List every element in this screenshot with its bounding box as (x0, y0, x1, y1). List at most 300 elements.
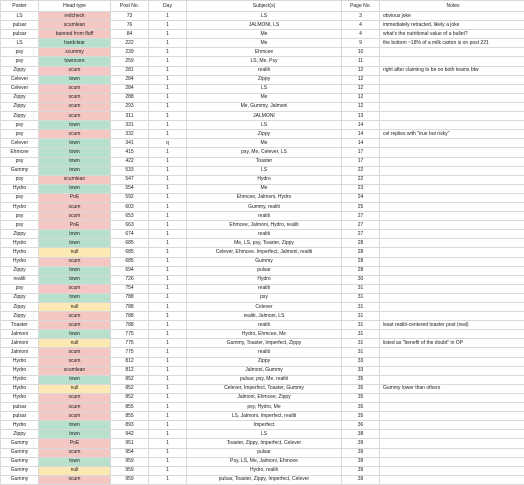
cell-subjects[interactable]: Gummy, Toaster, Imperfect, Zippy (187, 339, 342, 348)
cell-notes[interactable]: the bottom ~18% of a milk carton is on post 221 (380, 39, 524, 48)
cell-post-no[interactable]: 533 (111, 166, 149, 175)
cell-head-type[interactable]: town (39, 148, 111, 157)
cell-notes[interactable] (380, 293, 524, 302)
cell-page-no[interactable]: 4 (342, 30, 380, 39)
cell-page-no[interactable]: 30 (342, 275, 380, 284)
cell-head-type[interactable]: town (39, 157, 111, 166)
cell-head-type[interactable]: town (39, 293, 111, 302)
cell-subjects[interactable]: realiti (187, 212, 342, 221)
cell-subjects[interactable]: pulsar (187, 448, 342, 457)
cell-head-type[interactable]: town (39, 430, 111, 439)
cell-head-type[interactable]: town (39, 421, 111, 430)
cell-notes[interactable] (380, 102, 524, 111)
cell-head-type[interactable]: scum (39, 112, 111, 121)
cell-page-no[interactable]: 38 (342, 430, 380, 439)
cell-head-type[interactable]: scum (39, 257, 111, 266)
cell-day[interactable]: 1 (149, 330, 187, 339)
cell-subjects[interactable]: LS (187, 430, 342, 439)
cell-day[interactable]: 1 (149, 21, 187, 30)
cell-page-no[interactable]: 4 (342, 21, 380, 30)
cell-subjects[interactable]: Me (187, 30, 342, 39)
cell-page-no[interactable]: 14 (342, 130, 380, 139)
cell-subjects[interactable]: Toaster, Zippy, Imperfect, Celever (187, 439, 342, 448)
cell-head-type[interactable]: PoE (39, 221, 111, 230)
cell-post-no[interactable]: 852 (111, 393, 149, 402)
cell-poster[interactable]: Zippy (1, 66, 39, 75)
cell-poster[interactable]: Zippy (1, 93, 39, 102)
cell-poster[interactable]: pulsar (1, 21, 39, 30)
cell-day[interactable]: 1 (149, 193, 187, 202)
cell-poster[interactable]: Jalmoni (1, 348, 39, 357)
cell-post-no[interactable]: 959 (111, 475, 149, 484)
cell-day[interactable]: 1 (149, 384, 187, 393)
cell-notes[interactable] (380, 257, 524, 266)
cell-day[interactable]: 1 (149, 339, 187, 348)
cell-page-no[interactable]: 31 (342, 303, 380, 312)
cell-post-no[interactable]: 293 (111, 102, 149, 111)
cell-head-type[interactable]: towncore (39, 57, 111, 66)
cell-subjects[interactable]: Zippy (187, 130, 342, 139)
cell-post-no[interactable]: 422 (111, 157, 149, 166)
cell-poster[interactable]: pulsar (1, 403, 39, 412)
cell-notes[interactable]: Gummy lower than others (380, 384, 524, 393)
cell-day[interactable]: 1 (149, 393, 187, 402)
cell-poster[interactable]: Jalmoni (1, 339, 39, 348)
cell-page-no[interactable]: 31 (342, 293, 380, 302)
cell-post-no[interactable]: 685 (111, 257, 149, 266)
cell-notes[interactable] (380, 330, 524, 339)
cell-notes[interactable] (380, 393, 524, 402)
cell-day[interactable]: 1 (149, 230, 187, 239)
cell-notes[interactable]: least realiti-centered toaster post (real) (380, 321, 524, 330)
cell-head-type[interactable]: redcheck (39, 12, 111, 21)
cell-page-no[interactable]: 12 (342, 102, 380, 111)
cell-poster[interactable]: Gummy (1, 475, 39, 484)
cell-day[interactable]: 1 (149, 430, 187, 439)
cell-page-no[interactable]: 22 (342, 166, 380, 175)
cell-subjects[interactable]: LS (187, 166, 342, 175)
cell-page-no[interactable]: 31 (342, 348, 380, 357)
cell-head-type[interactable]: scum (39, 102, 111, 111)
cell-head-type[interactable]: scum (39, 357, 111, 366)
cell-post-no[interactable]: 281 (111, 66, 149, 75)
cell-poster[interactable]: Zippy (1, 266, 39, 275)
cell-poster[interactable]: Gummy (1, 448, 39, 457)
cell-day[interactable]: 1 (149, 221, 187, 230)
cell-head-type[interactable]: scum (39, 393, 111, 402)
cell-notes[interactable] (380, 357, 524, 366)
cell-notes[interactable] (380, 93, 524, 102)
cell-subjects[interactable]: LS (187, 12, 342, 21)
cell-page-no[interactable]: 39 (342, 457, 380, 466)
cell-poster[interactable]: Hydro (1, 366, 39, 375)
cell-poster[interactable]: psy (1, 193, 39, 202)
header-page-no[interactable]: Page No. (342, 1, 380, 12)
cell-day[interactable]: 1 (149, 275, 187, 284)
cell-day[interactable]: 1 (149, 366, 187, 375)
cell-head-type[interactable]: scum (39, 312, 111, 321)
cell-head-type[interactable]: scum (39, 403, 111, 412)
cell-subjects[interactable]: Zippy (187, 75, 342, 84)
cell-head-type[interactable]: town (39, 139, 111, 148)
cell-notes[interactable] (380, 184, 524, 193)
cell-head-type[interactable]: scum (39, 84, 111, 93)
cell-poster[interactable]: psy (1, 157, 39, 166)
cell-page-no[interactable]: 12 (342, 75, 380, 84)
cell-head-type[interactable]: null (39, 303, 111, 312)
cell-day[interactable]: 1 (149, 48, 187, 57)
cell-notes[interactable] (380, 448, 524, 457)
cell-poster[interactable]: LS (1, 12, 39, 21)
cell-day[interactable]: 1 (149, 457, 187, 466)
cell-day[interactable]: 1 (149, 202, 187, 211)
cell-subjects[interactable]: Me (187, 184, 342, 193)
cell-page-no[interactable]: 11 (342, 57, 380, 66)
cell-notes[interactable] (380, 166, 524, 175)
cell-page-no[interactable]: 28 (342, 248, 380, 257)
cell-poster[interactable]: Ehmcee (1, 148, 39, 157)
cell-page-no[interactable]: 39 (342, 439, 380, 448)
cell-day[interactable]: 1 (149, 102, 187, 111)
cell-subjects[interactable]: realiti (187, 230, 342, 239)
cell-day[interactable]: 1 (149, 284, 187, 293)
cell-page-no[interactable]: 10 (342, 48, 380, 57)
cell-page-no[interactable]: 3 (342, 12, 380, 21)
cell-head-type[interactable]: scum (39, 212, 111, 221)
cell-subjects[interactable]: Me (187, 139, 342, 148)
cell-head-type[interactable]: scum (39, 202, 111, 211)
cell-subjects[interactable]: Jalmoni, Gummy (187, 366, 342, 375)
header-post-no[interactable]: Post No. (111, 1, 149, 12)
cell-page-no[interactable]: 28 (342, 239, 380, 248)
cell-day[interactable]: 1 (149, 175, 187, 184)
cell-poster[interactable]: Gummy (1, 439, 39, 448)
cell-head-type[interactable]: town (39, 266, 111, 275)
cell-day[interactable]: 1 (149, 448, 187, 457)
cell-poster[interactable]: Hydro (1, 375, 39, 384)
cell-notes[interactable] (380, 421, 524, 430)
cell-head-type[interactable]: town (39, 230, 111, 239)
cell-poster[interactable]: Hydro (1, 384, 39, 393)
cell-poster[interactable]: Celever (1, 84, 39, 93)
cell-post-no[interactable]: 754 (111, 284, 149, 293)
cell-poster[interactable]: psy (1, 57, 39, 66)
cell-subjects[interactable]: Ehmcee, Jalmoni, Hydro (187, 193, 342, 202)
cell-page-no[interactable]: 31 (342, 284, 380, 293)
cell-day[interactable]: 1 (149, 321, 187, 330)
cell-poster[interactable]: psy (1, 212, 39, 221)
cell-day[interactable]: 1 (149, 357, 187, 366)
cell-notes[interactable] (380, 84, 524, 93)
cell-head-type[interactable]: town (39, 239, 111, 248)
cell-notes[interactable] (380, 175, 524, 184)
cell-head-type[interactable]: scum (39, 284, 111, 293)
cell-head-type[interactable]: banned from fluff (39, 30, 111, 39)
cell-page-no[interactable]: 23 (342, 184, 380, 193)
cell-notes[interactable] (380, 221, 524, 230)
cell-poster[interactable]: Zippy (1, 102, 39, 111)
cell-post-no[interactable]: 592 (111, 193, 149, 202)
cell-notes[interactable] (380, 230, 524, 239)
cell-day[interactable]: 1 (149, 412, 187, 421)
cell-notes[interactable]: immediately retracted, likely a joke (380, 21, 524, 30)
cell-day[interactable]: 1 (149, 466, 187, 475)
cell-subjects[interactable]: Me (187, 93, 342, 102)
cell-post-no[interactable]: 812 (111, 366, 149, 375)
cell-subjects[interactable]: pulsar, Toaster, Zippy, Imperfect, Celever (187, 475, 342, 484)
cell-post-no[interactable]: 951 (111, 439, 149, 448)
cell-post-no[interactable]: 603 (111, 202, 149, 211)
cell-page-no[interactable]: 35 (342, 412, 380, 421)
cell-page-no[interactable]: 12 (342, 66, 380, 75)
cell-head-type[interactable]: town (39, 121, 111, 130)
cell-notes[interactable] (380, 375, 524, 384)
cell-post-no[interactable]: 694 (111, 266, 149, 275)
cell-notes[interactable] (380, 275, 524, 284)
cell-day[interactable]: 1 (149, 157, 187, 166)
cell-day[interactable]: 1 (149, 475, 187, 484)
cell-poster[interactable]: Hydro (1, 393, 39, 402)
header-notes[interactable]: Notes (380, 1, 524, 12)
cell-page-no[interactable]: 27 (342, 230, 380, 239)
cell-head-type[interactable]: town (39, 75, 111, 84)
cell-post-no[interactable]: 663 (111, 221, 149, 230)
cell-poster[interactable]: psy (1, 130, 39, 139)
cell-page-no[interactable]: 39 (342, 475, 380, 484)
cell-post-no[interactable]: 311 (111, 112, 149, 121)
cell-page-no[interactable]: 24 (342, 193, 380, 202)
cell-day[interactable]: 1 (149, 75, 187, 84)
cell-poster[interactable]: Zippy (1, 303, 39, 312)
cell-notes[interactable] (380, 312, 524, 321)
cell-post-no[interactable]: 852 (111, 375, 149, 384)
cell-day[interactable]: 1 (149, 166, 187, 175)
cell-poster[interactable]: Celever (1, 139, 39, 148)
cell-post-no[interactable]: 855 (111, 403, 149, 412)
cell-post-no[interactable]: 893 (111, 421, 149, 430)
cell-head-type[interactable]: scum (39, 321, 111, 330)
cell-subjects[interactable]: realiti (187, 66, 342, 75)
cell-page-no[interactable]: 25 (342, 202, 380, 211)
cell-post-no[interactable]: 788 (111, 321, 149, 330)
cell-day[interactable]: 1 (149, 257, 187, 266)
cell-subjects[interactable]: Gummy, realiti (187, 202, 342, 211)
cell-head-type[interactable]: scum (39, 412, 111, 421)
cell-notes[interactable] (380, 112, 524, 121)
cell-day[interactable]: 1 (149, 348, 187, 357)
cell-day[interactable]: 1 (149, 84, 187, 93)
cell-subjects[interactable]: Zippy (187, 357, 342, 366)
cell-page-no[interactable]: 31 (342, 312, 380, 321)
cell-post-no[interactable]: 284 (111, 75, 149, 84)
cell-page-no[interactable]: 35 (342, 384, 380, 393)
cell-head-type[interactable]: scumlean (39, 366, 111, 375)
cell-notes[interactable] (380, 284, 524, 293)
cell-day[interactable]: 1 (149, 266, 187, 275)
cell-head-type[interactable]: town (39, 275, 111, 284)
cell-poster[interactable]: realiti (1, 275, 39, 284)
cell-day[interactable]: 1 (149, 66, 187, 75)
cell-poster[interactable]: psy (1, 221, 39, 230)
cell-poster[interactable]: psy (1, 48, 39, 57)
cell-notes[interactable] (380, 430, 524, 439)
cell-page-no[interactable]: 28 (342, 266, 380, 275)
cell-day[interactable]: 1 (149, 12, 187, 21)
cell-notes[interactable] (380, 366, 524, 375)
cell-poster[interactable]: Hydro (1, 257, 39, 266)
cell-notes[interactable] (380, 48, 524, 57)
cell-post-no[interactable]: 852 (111, 384, 149, 393)
cell-post-no[interactable]: 547 (111, 175, 149, 184)
cell-page-no[interactable]: 33 (342, 357, 380, 366)
cell-post-no[interactable]: 415 (111, 148, 149, 157)
cell-post-no[interactable]: 341 (111, 139, 149, 148)
cell-notes[interactable] (380, 121, 524, 130)
cell-subjects[interactable]: Toaster (187, 157, 342, 166)
cell-page-no[interactable]: 39 (342, 466, 380, 475)
cell-notes[interactable] (380, 202, 524, 211)
cell-page-no[interactable]: 36 (342, 421, 380, 430)
cell-page-no[interactable]: 14 (342, 121, 380, 130)
cell-poster[interactable]: Hydro (1, 248, 39, 257)
cell-post-no[interactable]: 942 (111, 430, 149, 439)
cell-head-type[interactable]: scum (39, 348, 111, 357)
cell-subjects[interactable]: realiti, Jalmoni, LS (187, 312, 342, 321)
cell-notes[interactable]: what's the nutritional value of a bullet? (380, 30, 524, 39)
cell-day[interactable]: 1 (149, 239, 187, 248)
cell-poster[interactable]: Zippy (1, 112, 39, 121)
cell-day[interactable]: 1 (149, 121, 187, 130)
cell-post-no[interactable]: 259 (111, 57, 149, 66)
cell-head-type[interactable]: scum (39, 93, 111, 102)
cell-day[interactable]: 1 (149, 421, 187, 430)
cell-poster[interactable]: Hydro (1, 202, 39, 211)
cell-post-no[interactable]: 788 (111, 312, 149, 321)
cell-head-type[interactable]: scum (39, 66, 111, 75)
cell-page-no[interactable]: 31 (342, 330, 380, 339)
cell-post-no[interactable]: 726 (111, 275, 149, 284)
cell-day[interactable]: 1 (149, 248, 187, 257)
cell-page-no[interactable]: 35 (342, 403, 380, 412)
cell-post-no[interactable]: 959 (111, 466, 149, 475)
cell-post-no[interactable]: 284 (111, 84, 149, 93)
cell-notes[interactable]: cel replies with "true but risky" (380, 130, 524, 139)
cell-subjects[interactable]: realiti (187, 284, 342, 293)
cell-page-no[interactable]: 35 (342, 375, 380, 384)
cell-post-no[interactable]: 239 (111, 48, 149, 57)
cell-poster[interactable]: Jalmoni (1, 330, 39, 339)
cell-post-no[interactable]: 332 (111, 130, 149, 139)
cell-page-no[interactable]: 39 (342, 448, 380, 457)
cell-post-no[interactable]: 288 (111, 93, 149, 102)
cell-subjects[interactable]: Me, LS, psy, Toaster, Zippy (187, 239, 342, 248)
cell-page-no[interactable]: 35 (342, 393, 380, 402)
cell-post-no[interactable]: 554 (111, 184, 149, 193)
cell-page-no[interactable]: 17 (342, 157, 380, 166)
cell-subjects[interactable]: Gummy (187, 257, 342, 266)
cell-subjects[interactable]: Ehmcee, Jalmoni, Hydro, realiti (187, 221, 342, 230)
cell-head-type[interactable]: PoE (39, 193, 111, 202)
cell-post-no[interactable]: 788 (111, 293, 149, 302)
cell-page-no[interactable]: 31 (342, 339, 380, 348)
cell-day[interactable]: 1 (149, 93, 187, 102)
cell-day[interactable]: 1 (149, 57, 187, 66)
cell-post-no[interactable]: 855 (111, 412, 149, 421)
cell-poster[interactable]: Gummy (1, 166, 39, 175)
cell-subjects[interactable]: LS (187, 121, 342, 130)
cell-notes[interactable] (380, 475, 524, 484)
cell-poster[interactable]: Gummy (1, 457, 39, 466)
cell-notes[interactable] (380, 439, 524, 448)
cell-subjects[interactable]: Celever, Ehmcee, Imperfect, Jalmoni, realiti (187, 248, 342, 257)
cell-notes[interactable]: listed as "benefit of the doubt" in OP (380, 339, 524, 348)
cell-head-type[interactable]: scumlean (39, 175, 111, 184)
cell-day[interactable]: 1 (149, 375, 187, 384)
cell-page-no[interactable]: 22 (342, 175, 380, 184)
cell-poster[interactable]: psy (1, 284, 39, 293)
cell-subjects[interactable]: realiti (187, 348, 342, 357)
cell-page-no[interactable]: 33 (342, 366, 380, 375)
cell-poster[interactable]: Hydro (1, 239, 39, 248)
cell-day[interactable]: 1 (149, 439, 187, 448)
cell-subjects[interactable]: Hydro, realiti (187, 466, 342, 475)
cell-subjects[interactable]: JALMONI (187, 112, 342, 121)
cell-subjects[interactable]: LS, Me, Psy (187, 57, 342, 66)
cell-head-type[interactable]: null (39, 339, 111, 348)
cell-subjects[interactable]: Celever (187, 303, 342, 312)
cell-poster[interactable]: Zippy (1, 230, 39, 239)
cell-head-type[interactable]: scum (39, 130, 111, 139)
cell-head-type[interactable]: town (39, 330, 111, 339)
cell-poster[interactable]: LS (1, 39, 39, 48)
cell-notes[interactable] (380, 57, 524, 66)
cell-page-no[interactable]: 27 (342, 212, 380, 221)
cell-day[interactable]: 1 (149, 303, 187, 312)
cell-subjects[interactable]: Hydro, Ehmcee, Me (187, 330, 342, 339)
cell-page-no[interactable]: 27 (342, 221, 380, 230)
cell-head-type[interactable]: town (39, 184, 111, 193)
cell-subjects[interactable]: LS, Jalmoni, Imperfect, realiti (187, 412, 342, 421)
cell-poster[interactable]: psy (1, 121, 39, 130)
cell-poster[interactable]: pulsar (1, 30, 39, 39)
cell-post-no[interactable]: 331 (111, 121, 149, 130)
cell-page-no[interactable]: 28 (342, 257, 380, 266)
cell-subjects[interactable]: JALMONI, LS (187, 21, 342, 30)
cell-page-no[interactable]: 17 (342, 148, 380, 157)
cell-poster[interactable]: Zippy (1, 430, 39, 439)
cell-notes[interactable] (380, 148, 524, 157)
cell-post-no[interactable]: 954 (111, 448, 149, 457)
cell-subjects[interactable]: Hydro (187, 175, 342, 184)
cell-notes[interactable] (380, 193, 524, 202)
cell-post-no[interactable]: 959 (111, 457, 149, 466)
cell-poster[interactable]: Zippy (1, 293, 39, 302)
cell-subjects[interactable]: Me (187, 39, 342, 48)
cell-poster[interactable]: Hydro (1, 357, 39, 366)
cell-notes[interactable]: obvious joke (380, 12, 524, 21)
cell-post-no[interactable]: 812 (111, 357, 149, 366)
cell-day[interactable]: 1 (149, 184, 187, 193)
cell-notes[interactable] (380, 248, 524, 257)
cell-post-no[interactable]: 775 (111, 348, 149, 357)
header-subjects[interactable]: Subject(s) (187, 1, 342, 12)
cell-day[interactable]: 1 (149, 112, 187, 121)
cell-head-type[interactable]: scumlean (39, 21, 111, 30)
cell-post-no[interactable]: 73 (111, 12, 149, 21)
cell-poster[interactable]: Zippy (1, 312, 39, 321)
cell-subjects[interactable]: pulsar (187, 266, 342, 275)
cell-day[interactable]: 1 (149, 148, 187, 157)
